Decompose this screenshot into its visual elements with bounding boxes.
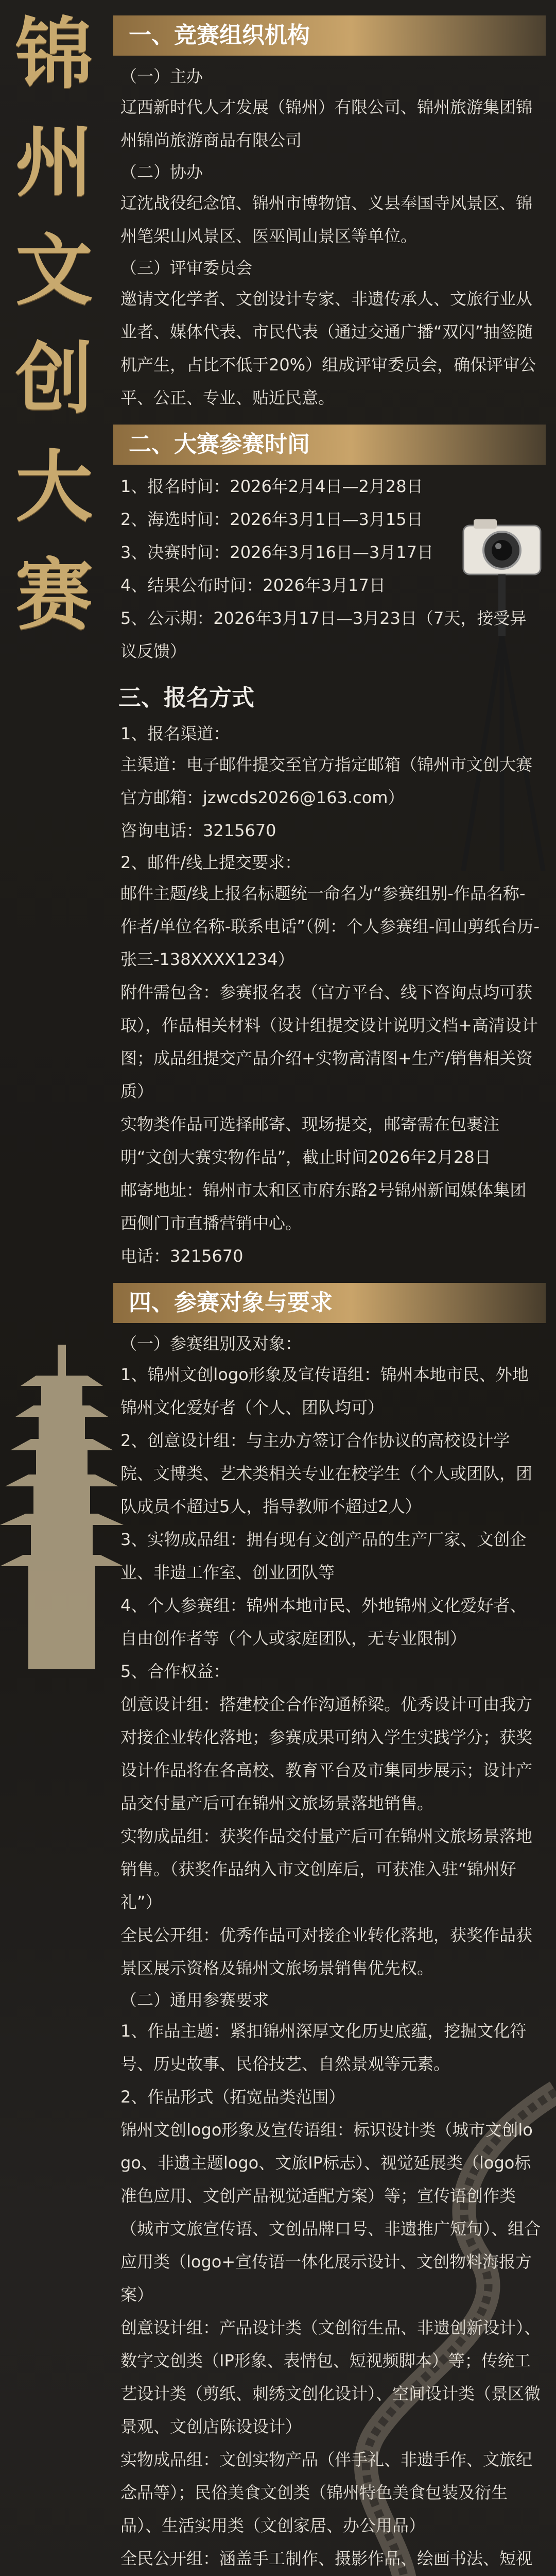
paragraph: 主渠道：电子邮件提交至官方指定邮箱（锦州市文创大赛官方邮箱：jzwcds2026@163.com） 咨询电话：3215670 xyxy=(120,755,533,840)
subsection-title: （三）评审委员会 xyxy=(120,258,253,278)
pagoda-illustration xyxy=(0,1340,124,1669)
paragraph: 邀请文化学者、文创设计专家、非遗传承人、文旅行业从业者、媒体代表、市民代表（通过交通广播“双闪”抽签随机产生，占比不低于20%）组成评审委员会，确保评审公平、公正、专业、贴近民意。 xyxy=(120,289,536,408)
section-title: 二、大赛参赛时间 xyxy=(113,425,546,465)
section-title: 一、竞赛组织机构 xyxy=(113,15,546,56)
subsection-title: （一）参赛组别及对象： xyxy=(120,1334,302,1353)
title-char: 赛 xyxy=(15,550,93,640)
content-column xyxy=(113,0,546,2576)
title-char: 大 xyxy=(15,442,93,532)
vertical-title xyxy=(15,9,93,665)
list-item: 1、报名时间：2026年2月4日—2月28日 xyxy=(120,477,423,496)
paragraph: 1、作品主题：紧扣锦州深厚文化历史底蕴，挖掘文化符号、历史故事、民俗技艺、自然景观等元素。 2、作品形式（拓宽品类范围） 锦州文创logo形象及宣传语组：标识设计类（城市文创logo、非遗主题logo、文旅IP标志）、视觉延展类（logo标准色应用、文创产品视觉适配方案）等；宣传语创作类（城市文旅宣传语、文创品牌口号、非遗推广短句）、组合应用类（logo+宣传语一体化展示设计、文创物料海报方案） 创意设计组：产品设计类（文创衍生品、非遗创新设计）、数字文创类（IP形象、表情包、短视频脚本）等；传统工艺设计类（剪纸、刺绣文创化设计）、空间设计类（景区微景观、文创店陈设设计） 实物成品组：文创实物产品（伴手礼、非遗手作、文旅纪念品等）；民俗美食文创类（锦州特色美食包装及衍生品）、生活实用类（文创家居、办公用品） 全民公开组：涵盖手工制作、摄影作品、绘画书法、短视 xyxy=(120,2021,541,2568)
subsection-title: （一）主办 xyxy=(120,66,203,86)
list-item: 2、海选时间：2026年3月1日—3月15日 xyxy=(120,510,423,529)
list-item: 4、结果公布时间：2026年3月17日 xyxy=(120,575,386,595)
title-char: 锦 xyxy=(15,9,93,99)
subsection-title: （二）协办 xyxy=(120,162,203,182)
paragraph: 辽西新时代人才发展（锦州）有限公司、锦州旅游集团锦州锦尚旅游商品有限公司 xyxy=(120,97,533,150)
section-title: 三、报名方式 xyxy=(118,685,254,711)
subsection-title: 1、报名渠道： xyxy=(120,724,230,743)
list-item: 5、公示期：2026年3月17日—3月23日（7天，接受异议反馈） xyxy=(120,608,527,661)
section-title: 四、参赛对象与要求 xyxy=(113,1283,546,1323)
title-char: 文 xyxy=(15,225,93,316)
paragraph: 辽沈战役纪念馆、锦州市博物馆、义县奉国寺风景区、锦州笔架山风景区、医巫闾山景区等单位。 xyxy=(120,193,533,246)
list-item: 3、决赛时间：2026年3月16日—3月17日 xyxy=(120,543,433,562)
subsection-title: 2、邮件/线上提交要求： xyxy=(120,853,302,872)
paragraph: 邮件主题/线上报名标题统一命名为“参赛组别-作品名称-作者/单位名称-联系电话”（例：个人参赛组-闾山剪纸台历-张三-138XXXX1234） 附件需包含：参赛报名表（官方平台、线下咨询点均可获取），作品相关材料（设计组提交设计说明文档+高清设计图；成品组提交产品介绍+实物高清图+生产/销售相关资质） 实物类作品可选择邮寄、现场提交，邮寄需在包裹注明“文创大赛实物作品”，截止时间2026年2月28日 邮寄地址：锦州市太和区市府东路2号锦州新闻媒体集团西侧门市直播营销中心。 电话：3215670 xyxy=(120,884,540,1266)
paragraph: 1、锦州文创logo形象及宣传语组：锦州本地市民、外地锦州文化爱好者（个人、团队均可） 2、创意设计组：与主办方签订合作协议的高校设计学院、文博类、艺术类相关专业在校学生（个人或团队，团队成员不超过5人，指导教师不超过2人） 3、实物成品组：拥有现有文创产品的生产厂家、文创企业、非遗工作室、创业团队等 4、个人参赛组：锦州本地市民、外地锦州文化爱好者、自由创作者等（个人或家庭团队，无专业限制） 5、合作权益： 创意设计组：搭建校企合作沟通桥梁。优秀设计可由我方对接企业转化落地；参赛成果可纳入学生实践学分；获奖设计作品将在各高校、教育平台及市集同步展示；设计产品交付量产后可在锦州文旅场景落地销售。 实物成品组：获奖作品交付量产后可在锦州文旅场景落地销售。（获奖作品纳入市文创库后，可获准入驻“锦州好礼”） 全民公开组：优秀作品可对接企业转化落地，获奖作品获景区展示资格及锦州文旅场景销售优先权。 xyxy=(120,1365,533,1978)
title-char: 创 xyxy=(15,333,93,424)
title-char: 州 xyxy=(15,117,93,208)
subsection-title: （二）通用参赛要求 xyxy=(120,1990,269,2010)
